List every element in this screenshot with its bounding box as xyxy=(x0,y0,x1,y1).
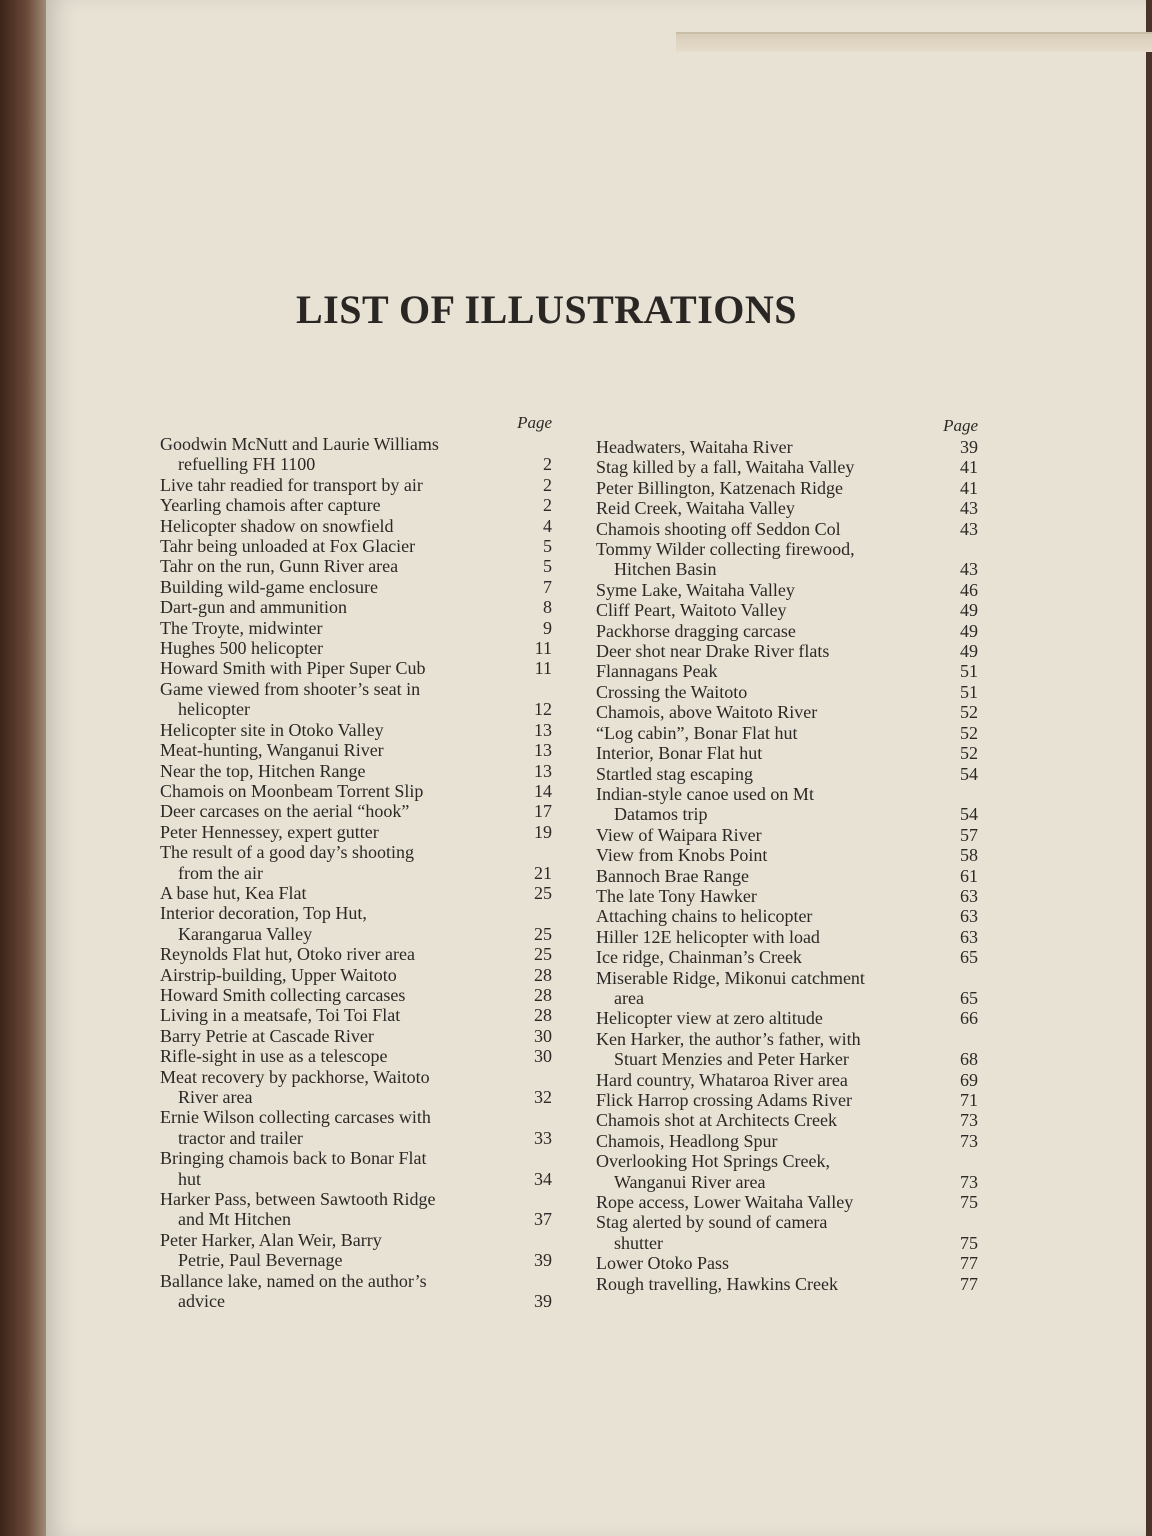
illustration-page-number: 19 xyxy=(534,821,552,842)
illustration-page-number: 25 xyxy=(534,882,552,903)
illustration-entry xyxy=(596,580,978,600)
illustration-title-line: Hitchen Basin xyxy=(614,559,717,580)
illustration-page-number: 34 xyxy=(534,1168,552,1189)
illustration-entry xyxy=(596,1090,978,1110)
illustration-title xyxy=(596,539,952,580)
illustration-title xyxy=(160,556,526,576)
illustration-page-number: 58 xyxy=(960,845,978,866)
illustrations-column-right xyxy=(596,415,978,1294)
illustration-entry xyxy=(160,577,552,597)
illustration-title xyxy=(160,781,526,801)
illustration-title-line: Wanganui River area xyxy=(614,1171,766,1192)
illustration-entry xyxy=(160,740,552,760)
illustration-title-line: Tahr being unloaded at Fox Glacier xyxy=(160,536,416,557)
illustration-title-line: helicopter xyxy=(178,699,250,720)
illustration-entry xyxy=(596,1008,978,1028)
illustration-title-line: Packhorse dragging carcase xyxy=(596,620,796,641)
illustration-entry xyxy=(596,661,978,681)
illustration-page-number: 33 xyxy=(534,1127,552,1148)
illustration-title-line: Deer shot near Drake River flats xyxy=(596,641,830,662)
illustration-title-line: Reynolds Flat hut, Otoko river area xyxy=(160,944,415,965)
illustration-page-number: 46 xyxy=(960,579,978,600)
illustration-page-number: 49 xyxy=(960,600,978,621)
illustration-page-number: 39 xyxy=(960,437,978,457)
illustration-title xyxy=(160,985,526,1005)
illustration-title-line: Flannagans Peak xyxy=(596,661,718,682)
illustration-title-line: Chamois on Moonbeam Torrent Slip xyxy=(160,780,424,801)
illustration-title xyxy=(596,743,952,763)
illustration-entry xyxy=(160,1148,552,1189)
page-title: LIST OF ILLUSTRATIONS xyxy=(296,287,798,332)
illustration-entry xyxy=(596,968,978,1009)
illustration-entry xyxy=(160,801,552,821)
illustration-title-line: The Troyte, midwinter xyxy=(160,617,323,638)
illustration-entry xyxy=(596,927,978,947)
illustration-page-number: 77 xyxy=(960,1253,978,1274)
illustration-title xyxy=(160,944,526,964)
illustration-page-number: 25 xyxy=(534,944,552,965)
illustration-title-line: Ballance lake, named on the author’s xyxy=(160,1270,427,1291)
illustration-title-line: tractor and trailer xyxy=(178,1127,303,1148)
illustration-title-line: Petrie, Paul Bevernage xyxy=(178,1250,343,1271)
illustration-title-line: Interior, Bonar Flat hut xyxy=(596,743,763,764)
illustration-title xyxy=(596,723,952,743)
illustration-title xyxy=(596,457,952,477)
illustration-title xyxy=(596,968,952,1009)
illustration-title xyxy=(596,1151,952,1192)
illustration-title-line: Harker Pass, between Sawtooth Ridge xyxy=(160,1189,436,1210)
illustration-title-line: Building wild-game enclosure xyxy=(160,576,378,597)
illustration-title xyxy=(596,1192,952,1212)
illustration-title xyxy=(596,927,952,947)
illustration-entry xyxy=(596,437,978,457)
illustration-page-number: 30 xyxy=(534,1025,552,1046)
illustration-title xyxy=(160,1046,526,1066)
illustration-title xyxy=(160,842,526,883)
illustration-entry xyxy=(596,825,978,845)
illustrations-column-left xyxy=(160,412,552,1311)
illustration-entry xyxy=(160,516,552,536)
illustration-entry xyxy=(160,679,552,720)
illustration-page-number: 54 xyxy=(960,804,978,825)
illustration-title-line: View of Waipara River xyxy=(596,824,762,845)
illustration-entry xyxy=(596,866,978,886)
illustration-title xyxy=(160,761,526,781)
illustration-title-line: Bannoch Brae Range xyxy=(596,865,749,886)
illustration-title-line: hut xyxy=(178,1168,202,1189)
illustration-page-number: 61 xyxy=(960,865,978,886)
illustration-entry xyxy=(596,539,978,580)
illustration-title xyxy=(596,886,952,906)
illustration-title-line: Headwaters, Waitaha River xyxy=(596,437,793,457)
illustration-title-line: Stag alerted by sound of camera xyxy=(596,1212,828,1233)
illustration-page-number: 32 xyxy=(534,1087,552,1107)
illustration-entry xyxy=(160,761,552,781)
illustration-page-number: 71 xyxy=(960,1090,978,1110)
illustration-title xyxy=(160,965,526,985)
illustration-title xyxy=(160,618,526,638)
illustration-page-number: 21 xyxy=(534,862,552,883)
illustration-title xyxy=(160,434,526,475)
illustration-title-line: from the air xyxy=(178,862,263,883)
illustration-page-number: 69 xyxy=(960,1069,978,1090)
illustration-title-line: Hughes 500 helicopter xyxy=(160,638,323,659)
illustration-title xyxy=(160,1148,526,1189)
illustration-title-line: Helicopter view at zero altitude xyxy=(596,1008,823,1029)
illustration-title xyxy=(160,679,526,720)
illustration-title-line: Ice ridge, Chainman’s Creek xyxy=(596,947,802,968)
illustration-entry xyxy=(596,641,978,661)
illustration-title xyxy=(596,682,952,702)
illustration-page-number: 43 xyxy=(960,559,978,580)
illustration-title xyxy=(160,475,526,495)
illustration-entry xyxy=(160,536,552,556)
illustration-entry xyxy=(596,1212,978,1253)
illustration-entry xyxy=(596,906,978,926)
page-column-label: Page xyxy=(517,413,552,432)
illustration-page-number: 43 xyxy=(960,498,978,519)
illustration-page-number: 51 xyxy=(960,681,978,702)
illustration-page-number: 2 xyxy=(543,454,552,475)
illustration-entry xyxy=(160,883,552,903)
illustration-title xyxy=(596,845,952,865)
illustration-entry xyxy=(160,434,552,475)
illustration-page-number: 8 xyxy=(543,597,552,618)
illustration-page-number: 9 xyxy=(543,617,552,638)
illustration-entry xyxy=(596,947,978,967)
illustration-page-number: 73 xyxy=(960,1110,978,1131)
page-column-label: Page xyxy=(943,416,978,435)
illustration-title-line: Hiller 12E helicopter with load xyxy=(596,926,820,947)
illustration-entry xyxy=(596,1131,978,1151)
illustration-title xyxy=(160,1107,526,1148)
illustration-title xyxy=(160,1271,526,1312)
illustration-title-line: Howard Smith collecting carcases xyxy=(160,984,406,1005)
illustration-title xyxy=(596,1253,952,1273)
illustration-title-line: Attaching chains to helicopter xyxy=(596,906,813,927)
illustration-title-line: View from Knobs Point xyxy=(596,845,768,866)
illustration-title xyxy=(596,580,952,600)
illustration-title xyxy=(160,536,526,556)
illustration-page-number: 7 xyxy=(543,576,552,597)
illustration-page-number: 63 xyxy=(960,885,978,906)
illustration-title-line: Cliff Peart, Waitoto Valley xyxy=(596,600,787,621)
illustration-page-number: 4 xyxy=(543,515,552,536)
illustration-entry xyxy=(596,845,978,865)
illustration-entry xyxy=(160,1189,552,1230)
illustration-title-line: area xyxy=(614,987,644,1008)
illustration-title xyxy=(596,1090,952,1110)
illustration-entry xyxy=(160,618,552,638)
illustration-page-number: 28 xyxy=(534,964,552,985)
illustration-title-line: Helicopter shadow on snowfield xyxy=(160,515,394,536)
illustration-page-number: 41 xyxy=(960,457,978,478)
illustration-page-number: 51 xyxy=(960,661,978,682)
illustration-entry xyxy=(160,944,552,964)
illustration-page-number: 75 xyxy=(960,1232,978,1253)
illustration-entry xyxy=(160,1230,552,1271)
illustration-title-line: Miserable Ridge, Mikonui catchment xyxy=(596,967,865,988)
illustration-page-number: 17 xyxy=(534,801,552,822)
illustration-title-line: Interior decoration, Top Hut, xyxy=(160,903,367,924)
illustration-title xyxy=(596,866,952,886)
illustration-entry xyxy=(596,457,978,477)
illustration-title-line: Peter Hennessey, expert gutter xyxy=(160,821,379,842)
illustration-title xyxy=(160,720,526,740)
illustration-entry xyxy=(596,498,978,518)
illustration-page-number: 13 xyxy=(534,719,552,740)
illustration-title xyxy=(160,495,526,515)
illustration-title-line: Datamos trip xyxy=(614,804,708,825)
illustration-title xyxy=(160,516,526,536)
illustration-entry xyxy=(596,1151,978,1192)
illustration-title xyxy=(596,764,952,784)
illustration-page-number: 43 xyxy=(960,518,978,539)
illustration-entry xyxy=(596,1070,978,1090)
illustration-title-line: Live tahr readied for transport by air xyxy=(160,474,423,495)
illustration-page-number: 11 xyxy=(534,638,552,659)
illustration-title xyxy=(596,1212,952,1253)
illustration-title-line: Airstrip-building, Upper Waitoto xyxy=(160,964,397,985)
illustration-title-line: Reid Creek, Waitaha Valley xyxy=(596,498,795,519)
illustration-title xyxy=(160,822,526,842)
illustration-title xyxy=(160,1005,526,1025)
illustration-entry xyxy=(596,764,978,784)
illustration-entry xyxy=(160,658,552,678)
illustration-title xyxy=(596,784,952,825)
illustration-title xyxy=(596,825,952,845)
illustration-title-line: Meat-hunting, Wanganui River xyxy=(160,740,384,761)
illustration-title-line: Lower Otoko Pass xyxy=(596,1253,729,1274)
illustration-page-number: 49 xyxy=(960,620,978,641)
illustration-page-number: 5 xyxy=(543,536,552,557)
illustration-page-number: 39 xyxy=(534,1250,552,1271)
illustration-title xyxy=(596,1274,952,1294)
illustration-title-line: “Log cabin”, Bonar Flat hut xyxy=(596,722,798,743)
illustration-title xyxy=(596,702,952,722)
illustration-title xyxy=(160,1067,526,1108)
illustration-title-line: Deer carcases on the aerial “hook” xyxy=(160,801,410,822)
illustration-title-line: Stuart Menzies and Peter Harker xyxy=(614,1049,849,1070)
illustration-page-number: 28 xyxy=(534,1005,552,1026)
illustration-title-line: Chamois, Headlong Spur xyxy=(596,1130,778,1151)
illustration-entry xyxy=(160,965,552,985)
illustration-title xyxy=(596,1070,952,1090)
illustration-page-number: 65 xyxy=(960,987,978,1008)
illustration-entry xyxy=(160,842,552,883)
illustration-title xyxy=(160,658,526,678)
illustration-page-number: 49 xyxy=(960,641,978,662)
illustration-title-line: shutter xyxy=(614,1232,663,1253)
illustration-page-number: 5 xyxy=(543,556,552,577)
illustration-title-line: Game viewed from shooter’s seat in xyxy=(160,678,421,699)
illustration-title xyxy=(160,740,526,760)
illustration-entry xyxy=(160,556,552,576)
illustration-page-number: 65 xyxy=(960,947,978,968)
illustration-page-number: 12 xyxy=(534,699,552,720)
illustration-page-number: 63 xyxy=(960,906,978,927)
illustration-entry xyxy=(160,822,552,842)
illustration-title-line: advice xyxy=(178,1291,225,1312)
illustration-title-line: Syme Lake, Waitaha Valley xyxy=(596,579,795,600)
illustration-page-number: 13 xyxy=(534,760,552,781)
illustration-page-number: 2 xyxy=(543,474,552,495)
illustration-title xyxy=(596,947,952,967)
illustration-title-line: Crossing the Waitoto xyxy=(596,681,748,702)
illustration-entry xyxy=(596,682,978,702)
illustration-title-line: Hard country, Whataroa River area xyxy=(596,1069,848,1090)
illustration-page-number: 57 xyxy=(960,824,978,845)
illustration-title-line: Karangarua Valley xyxy=(178,923,313,944)
illustration-page-number: 2 xyxy=(543,495,552,516)
illustration-page-number: 41 xyxy=(960,477,978,498)
illustration-entry xyxy=(596,743,978,763)
illustration-page-number: 37 xyxy=(534,1209,552,1230)
illustration-entry xyxy=(596,1110,978,1130)
illustration-title-line: Peter Billington, Katzenach Ridge xyxy=(596,477,843,498)
illustration-title-line: Meat recovery by packhorse, Waitoto xyxy=(160,1066,430,1087)
illustration-entry xyxy=(160,781,552,801)
illustration-title xyxy=(596,437,952,457)
illustration-entry xyxy=(160,597,552,617)
illustration-entry xyxy=(596,621,978,641)
illustration-title xyxy=(596,1110,952,1130)
illustration-title-line: Overlooking Hot Springs Creek, xyxy=(596,1151,830,1172)
illustration-entry xyxy=(160,720,552,740)
illustration-title xyxy=(596,519,952,539)
illustration-entry xyxy=(160,1046,552,1066)
illustration-entry xyxy=(596,702,978,722)
illustration-page-number: 52 xyxy=(960,743,978,764)
illustration-title xyxy=(596,621,952,641)
illustration-page-number: 73 xyxy=(960,1171,978,1192)
page-top-strip xyxy=(676,32,1152,52)
illustration-title-line: Goodwin McNutt and Laurie Williams xyxy=(160,434,439,454)
illustration-page-number: 30 xyxy=(534,1046,552,1067)
illustration-title-line: refuelling FH 1100 xyxy=(178,454,316,475)
illustration-title-line: and Mt Hitchen xyxy=(178,1209,291,1230)
illustration-page-number: 77 xyxy=(960,1273,978,1294)
illustration-title xyxy=(160,1026,526,1046)
illustration-entry xyxy=(596,723,978,743)
illustration-title-line: Tahr on the run, Gunn River area xyxy=(160,556,399,577)
illustration-title xyxy=(160,1189,526,1230)
illustration-title xyxy=(596,906,952,926)
illustration-page-number: 11 xyxy=(534,658,552,679)
illustration-title-line: The late Tony Hawker xyxy=(596,885,757,906)
illustration-title-line: Chamois shot at Architects Creek xyxy=(596,1110,837,1131)
illustration-title-line: A base hut, Kea Flat xyxy=(160,882,307,903)
illustration-entry xyxy=(160,1005,552,1025)
illustration-title-line: Rough travelling, Hawkins Creek xyxy=(596,1273,838,1294)
illustration-entry xyxy=(596,1029,978,1070)
illustration-page-number: 13 xyxy=(534,740,552,761)
illustration-title-line: Indian-style canoe used on Mt xyxy=(596,783,814,804)
illustration-entry xyxy=(160,495,552,515)
illustration-title-line: Startled stag escaping xyxy=(596,763,753,784)
illustration-title-line: Chamois, above Waitoto River xyxy=(596,702,818,723)
illustration-title-line: Stag killed by a fall, Waitaha Valley xyxy=(596,457,855,478)
illustration-entry xyxy=(596,1192,978,1212)
illustration-title-line: River area xyxy=(178,1087,253,1107)
illustration-title xyxy=(596,1008,952,1028)
illustration-title-line: Barry Petrie at Cascade River xyxy=(160,1025,374,1046)
illustration-title-line: Near the top, Hitchen Range xyxy=(160,760,366,781)
illustration-page-number: 28 xyxy=(534,984,552,1005)
illustration-page-number: 75 xyxy=(960,1192,978,1213)
illustration-title-line: Dart-gun and ammunition xyxy=(160,597,347,618)
illustration-title-line: Peter Harker, Alan Weir, Barry xyxy=(160,1229,382,1250)
illustration-entry xyxy=(160,638,552,658)
illustration-title xyxy=(160,801,526,821)
illustration-title-line: Tommy Wilder collecting firewood, xyxy=(596,539,855,560)
illustration-entry xyxy=(596,600,978,620)
illustration-entry xyxy=(160,475,552,495)
illustration-page-number: 39 xyxy=(534,1291,552,1312)
illustration-title-line: Rope access, Lower Waitaha Valley xyxy=(596,1192,854,1213)
illustration-entry xyxy=(160,1271,552,1312)
illustration-page-number: 63 xyxy=(960,926,978,947)
illustration-title-line: The result of a good day’s shooting xyxy=(160,842,414,863)
illustration-page-number: 73 xyxy=(960,1130,978,1151)
illustration-title xyxy=(160,597,526,617)
illustration-title xyxy=(160,638,526,658)
illustration-title-line: Ernie Wilson collecting carcases with xyxy=(160,1107,431,1128)
illustration-title-line: Yearling chamois after capture xyxy=(160,495,381,516)
illustration-entry xyxy=(160,1026,552,1046)
illustration-title-line: Helicopter site in Otoko Valley xyxy=(160,719,384,740)
illustration-title xyxy=(160,1230,526,1271)
illustration-entry xyxy=(596,886,978,906)
illustration-page-number: 25 xyxy=(534,923,552,944)
illustration-page-number: 14 xyxy=(534,780,552,801)
illustration-title-line: Howard Smith with Piper Super Cub xyxy=(160,658,426,679)
illustration-page-number: 52 xyxy=(960,722,978,743)
illustration-title xyxy=(596,478,952,498)
illustration-title xyxy=(596,661,952,681)
illustration-entry xyxy=(160,1067,552,1108)
illustration-title-line: Ken Harker, the author’s father, with xyxy=(596,1028,861,1049)
illustration-page-number: 54 xyxy=(960,763,978,784)
illustration-page-number: 66 xyxy=(960,1008,978,1029)
illustration-entry xyxy=(160,1107,552,1148)
illustration-title xyxy=(596,641,952,661)
illustration-entry xyxy=(596,478,978,498)
illustration-entry xyxy=(160,985,552,1005)
illustration-title xyxy=(596,600,952,620)
illustration-entry xyxy=(160,903,552,944)
illustration-entry xyxy=(596,519,978,539)
illustration-entry xyxy=(596,1253,978,1273)
illustration-title xyxy=(160,577,526,597)
illustration-title-line: Rifle-sight in use as a telescope xyxy=(160,1046,388,1067)
illustration-entry xyxy=(596,784,978,825)
illustration-title xyxy=(160,903,526,944)
illustration-title xyxy=(596,1131,952,1151)
illustration-title-line: Flick Harrop crossing Adams River xyxy=(596,1090,852,1110)
illustration-title xyxy=(596,498,952,518)
illustration-title-line: Chamois shooting off Seddon Col xyxy=(596,518,841,539)
illustration-title-line: Living in a meatsafe, Toi Toi Flat xyxy=(160,1005,401,1026)
illustration-page-number: 52 xyxy=(960,702,978,723)
illustration-title xyxy=(596,1029,952,1070)
illustration-entry xyxy=(596,1274,978,1294)
illustration-page-number: 68 xyxy=(960,1049,978,1070)
illustration-title xyxy=(160,883,526,903)
illustration-title-line: Bringing chamois back to Bonar Flat xyxy=(160,1148,427,1169)
